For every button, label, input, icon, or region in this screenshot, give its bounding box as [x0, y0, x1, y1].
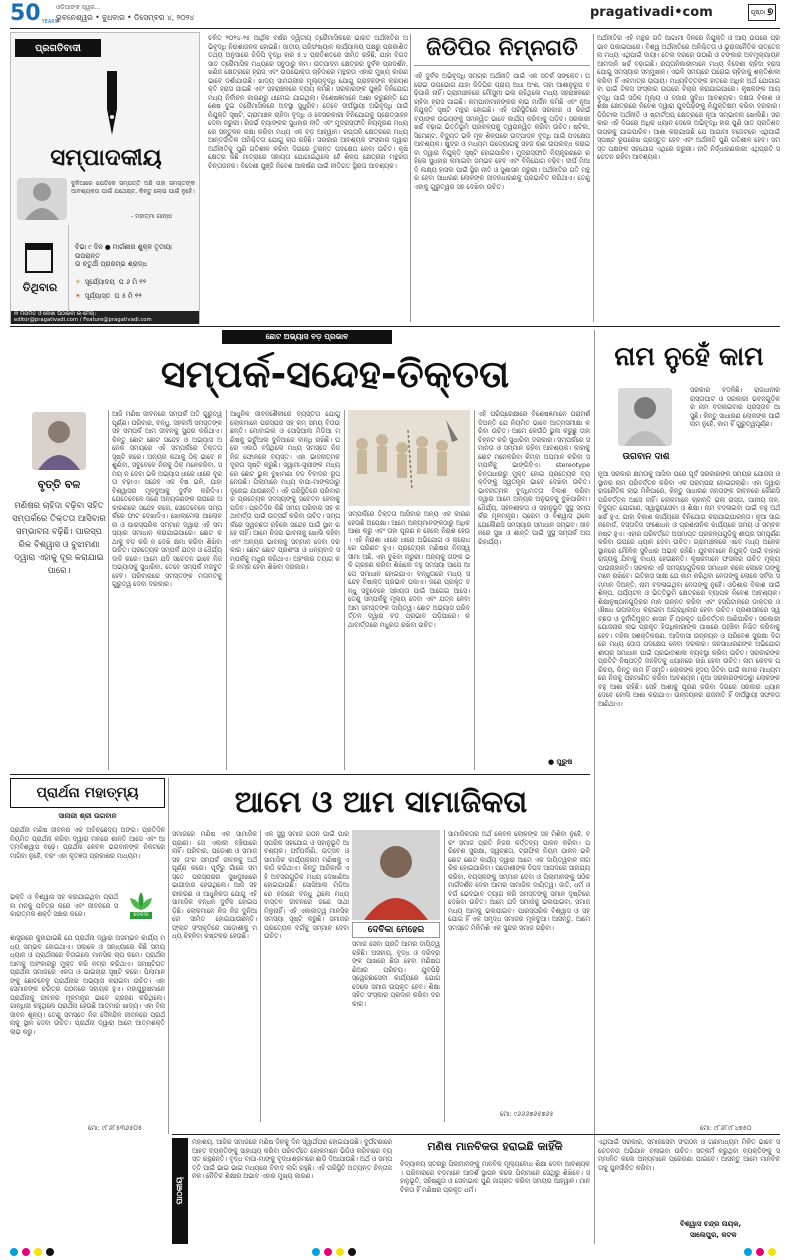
- registration-marks-left: [10, 1248, 54, 1256]
- section-rule: [10, 774, 590, 775]
- main-story-column-3: ସମ୍ପର୍କରେ ତିକ୍ତତା ଆସିବାର ଅନ୍ୟ ଏକ କାରଣ ହେଉଛି ଅପେକ୍ଷା। ଆମେ ଅନ୍ୟମାନଙ୍କଠାରୁ ଅଧିକ ଆଶା କରୁ ଏବଂ ତାହା ପୂରଣ ନ ହେଲେ ନିରାଶ ହେଉ। ଏହି ନିରାଶା ଧୀରେ ଧୀରେ ଅଭିଯୋଗ ଓ କ୍ରୋଧରେ ପରିଣତ ହୁଏ। ପ୍ରତ୍ୟେକ ମଣିଷର ନିଜସ୍ୱ ସୀମା ଅଛି, ଏହା ବୁଝିବା ଜରୁରୀ। ଅନ୍ୟକୁ ତାଙ୍କ ଭଳି ଗ୍ରହଣ କରିବା ଶିଖିଲେ ବହୁ ସମସ୍ୟା ଆପେ ଆପେ ସମାଧାନ ହୋଇଯାଏ। ବନ୍ଧୁତାରେ ମଧ୍ୟ ସନ୍ଦେହ ବିଷାକ୍ତ ପ୍ରଭାବ ପକାଏ। ଜଣେ ପ୍ରକୃତ ବନ୍ଧୁ ସବୁବେଳେ ସହାୟତା ପାଇଁ ଆଗେଇ ଆସେ। ତେଣୁ ସମ୍ପର୍କକୁ ମୂଲ୍ୟ ଦେବା ଏବଂ ଯତ୍ନ ନେବା ଆମ ସମସ୍ତଙ୍କ ଦାୟିତ୍ୱ। ଛୋଟ ଅଭ୍ୟାସ ପରିବର୍ତ୍ତନ ଦ୍ୱାରା ବଡ଼ ପ୍ରଭାବ ପଡ଼ିପାରେ। କଥାବାର୍ତ୍ତାରେ ମଧୁରତା ରଖିବା ଉଚିତ।: [348, 510, 470, 629]
- opinion-intro: ସରକାର ବଦଳିଛି। ରାଜଧାନୀର ରାସ୍ତାଘାଟ ଓ ସରକାରୀ ଭବନଗୁଡ଼ିକର ନାମ ବଦଳାଇବାର ପ୍ରସ୍ତାବ ଆସୁଛି। କିନ୍ତୁ ସାଧାରଣ ଲୋକଙ୍କ ପାଇଁ ନାମ ନୁହେଁ, କାମ ହିଁ ଗୁରୁତ୍ୱପୂର୍ଣ୍ଣ।: [690, 386, 780, 428]
- day-panel-left: [11, 225, 69, 311]
- editorial-column-3: ଅର୍ଥନୀତିର ଏହି ମନ୍ଥର ଗତି ଆଗାମୀ ଦିନରେ ନିଯୁକ୍ତି ଓ ଆୟ ଉପରେ ପ୍ରଭାବ ପକାଇପାରେ। ବିଶ୍ୱ ଅର୍ଥନୀତିରେ ଅନିଶ୍ଚିତତା ଓ ଭୂରାଜନୈତିକ ଉତ୍ତେଜନା ମଧ୍ୟ ଏଥିପାଇଁ ଦାୟୀ। ତେଲ ଦରରେ ଉଠାଣି ଓ ଟଙ୍କାର ଅବମୂଲ୍ୟାୟନ ଆମଦାନି ଖର୍ଚ୍ଚ ବଢ଼ାଇଛି। ରପ୍ତାନିକାରୀମାନେ ମଧ୍ୟ ବିଦେଶୀ ଚାହିଦା ହ୍ରାସ ଯୋଗୁ ସମସ୍ୟାର ସମ୍ମୁଖୀନ। ଏଭଳି ସମୟରେ ଘରୋଇ ଚାହିଦାକୁ ଶକ୍ତିଶାଳୀ କରିବା ହିଁ ଏକମାତ୍ର ଉପାୟ। ମଧ୍ୟବିତ୍ତଙ୍କ ହାତରେ ଅଧିକ ଅର୍ଥ ଯୋଗାଇବା ପାଇଁ ଟିକସ ସଂସ୍କାର ଉପରେ ବିଚାର କରାଯାଇପାରେ। କୃଷକଙ୍କ ଆୟ ବୃଦ୍ଧି ପାଇଁ ସଠିକ ମୂଲ୍ୟ ଓ ବଜାର ସୁବିଧା ଆବଶ୍ୟକ। ଦକ୍ଷତା ବିକାଶ ଓ ଶିକ୍ଷା କ୍ଷେତ୍ରରେ ନିବେଶ ଦ୍ୱାରା ଯୁବପିଢ଼ିଙ୍କୁ ନିଯୁକ୍ତିକ୍ଷମ କରିବା ଦରକାର। ଡିଜିଟାଲ ଅର୍ଥନୀତି ଓ ଷ୍ଟାର୍ଟଅପ୍ କ୍ଷେତ୍ରରେ ନୂଆ ସମ୍ଭାବନା ଖୋଲିଛି। ସରକାର ଏହି ଦିଗରେ ଅଧିକ ଧ୍ୟାନ ଦେଲେ ଅଭିବୃଦ୍ଧି ହାର ପୁଣି ସାତ ପ୍ରତିଶତ ଉପରକୁ ଯାଇପାରିବ। ଆଶା କରାଯାଉଛି ଯେ ଆଗାମୀ ବଜେଟରେ ଏଥିପାଇଁ ସ୍ପଷ୍ଟ ରୂପରେଖ ପ୍ରସ୍ତୁତ ହେବ ଏବଂ ଅର୍ଥନୀତି ପୁଣି ଗତିଶୀଳ ହେବ। ସମସ୍ତ ପକ୍ଷଙ୍କ ସହଯୋଗ ଏଥିରେ ଜରୁରୀ। ନୀତି ନିର୍ଦ୍ଧାରଣକାରୀ ଏଥିପ୍ରତି ସଚେତନ ରହିବା ଆବଶ୍ୟକ।: [597, 34, 780, 161]
- author-portrait-icon: [32, 412, 86, 470]
- section-rule: [10, 326, 780, 327]
- column-divider: [108, 410, 109, 770]
- letters-section-label: ପାଠକୀୟ: [175, 1177, 184, 1205]
- dateline: ଭୁବନେଶ୍ୱର • ବୁଧବାର • ଡିସେମ୍ବର ୪, ୨୦୨୪: [56, 13, 195, 22]
- editorial-sidebar: [10, 32, 200, 324]
- cyan-mark: [744, 1248, 752, 1256]
- sunset-label: ସୂର୍ଯ୍ୟାସ୍ତ: [84, 292, 111, 300]
- letters-column-3: ଏଥିପାଇଁ ସରକାର, ସମାଜସେବୀ ସଂଗଠନ ଓ ଗଣମାଧ୍ୟମ ମିଳିତ ଭାବେ ସଚେତନତା ଅଭିଯାନ ଚଳାଇବା ଉଚିତ। ସତ୍କର୍ମ କରୁଥିବା ବ୍ୟକ୍ତିଙ୍କୁ ସମ୍ମାନିତ କଲେ ଅନ୍ୟମାନେ ପ୍ରେରଣା ପାଇବେ। ଆସନ୍ତୁ ଆମେ ମାନବିକତାକୁ ପୁନର୍ଜୀବିତ କରିବା।: [598, 1138, 780, 1172]
- brand-banner: [15, 39, 101, 57]
- social-author-photo: [352, 830, 440, 920]
- pen-nib-icon: [101, 71, 123, 141]
- almanac-line-2: ଉ ଚତୁର୍ଥୀ ପ୍ରାରମ୍ଭ ଶ୍ରାଦ୍ଧ: [75, 260, 147, 268]
- masthead: [0, 0, 800, 26]
- letters-place: ସାଲେପୁର, କଟକ: [690, 1231, 737, 1239]
- black-mark: [46, 1248, 54, 1256]
- sunrise-time: ଘ ୬ ମି ୧୨: [118, 278, 146, 286]
- anniversary-label: YEARS: [41, 19, 58, 25]
- story-illustration: [348, 410, 470, 506]
- column-divider: [226, 410, 227, 770]
- column-divider: [410, 34, 411, 322]
- sunset-icon: ☀: [75, 292, 81, 300]
- cyan-mark: [312, 1248, 320, 1256]
- opinion-phone: ମୋ: ୯୮୬୮୯୮୪୭୫୦: [700, 1124, 752, 1132]
- registration-marks-right: [744, 1248, 776, 1256]
- column-divider: [260, 830, 261, 1122]
- black-mark: [348, 1248, 356, 1256]
- social-headline: ଆମେ ଓ ଆମ ସାମାଜିକତା: [234, 785, 528, 820]
- cyan-mark: [10, 1248, 18, 1256]
- quote-text: ଦୁନିଆରେ ଯେତିକେ ସମ୍ପତ୍ତି ଅଛି ତାହା ସମସ୍ତଙ୍କ ଆବଶ୍ୟକତା ପାଇଁ ଯଥେଷ୍ଟ, କିନ୍ତୁ ଲୋଭ ପାଇଁ ନୁହେଁ।: [71, 180, 195, 195]
- column-divider: [594, 330, 595, 1140]
- column-divider: [444, 830, 445, 1122]
- site-url[interactable]: pragativadi•com: [590, 5, 713, 20]
- section-rule: [172, 1134, 780, 1135]
- brand-name: ପ୍ରଗତିବାଦୀ: [35, 42, 81, 54]
- prayer-author: ସାନାରୀ ଶ୍ରୀ ଉଗବାନ: [58, 812, 117, 820]
- column-divider: [474, 410, 475, 770]
- yellow-mark: [34, 1248, 42, 1256]
- yellow-mark: [336, 1248, 344, 1256]
- author-name: ବୃତ୍ତି ବଳ: [37, 478, 81, 491]
- social-column-4: ସାମାଜିକତାର ଅର୍ଥ କେବଳ ଲୋକଙ୍କ ସହ ମିଶିବା ନୁହେଁ, ବରଂ ସମାଜ ପ୍ରତି ନିଜର କର୍ତ୍ତବ୍ୟ ପାଳନ କରିବା। ପରିବେଶ ସୁରକ୍ଷା, ସ୍ୱଚ୍ଛତା, ଟ୍ରାଫିକ ନିୟମ ପାଳନ ଭଳି ଛୋଟ ଛୋଟ କାର୍ଯ୍ୟ ଦ୍ୱାରା ଆମେ ଏକ ଦାୟିତ୍ୱବାନ ନାଗରିକ ହୋଇପାରିବା। ପଡ଼ୋଶୀଙ୍କ ବିପଦ ଆପଦରେ ସାହାଯ୍ୟ କରିବା, ବୟସ୍କଙ୍କୁ ସମ୍ମାନ ଦେବା ଓ ପିଲାମାନଙ୍କୁ ସଠିକ ମାର୍ଗଦର୍ଶନ ଦେବା ଆମର ସାମାଜିକ ଦାୟିତ୍ୱ। ଜାତି, ଧର୍ମ ଓ ବର୍ଗ ଭେଦଭାବ ତ୍ୟାଗ କରି ସମସ୍ତଙ୍କୁ ସମାନ ଦୃଷ୍ଟିରେ ଦେଖିବା ଉଚିତ। ଆମେ ଯଦି ସମାଜକୁ ଭଲପାଇବା, ସମାଜ ମଧ୍ୟ ଆମକୁ ଭଲପାଇବ। ପାରସ୍ପରିକ ବିଶ୍ୱାସ ଓ ସହଯୋଗ ହିଁ ଏକ ସମୃଦ୍ଧ ସମାଜର ମୂଳଦୁଆ। ଆସନ୍ତୁ, ଆମେ ସମସ୍ତେ ମିଳିମିଶି ଏକ ସୁନ୍ଦର ସମାଜ ଗଢ଼ିବା।: [448, 830, 590, 932]
- letters-headline: ମଣିଷ ମାନବିକତା ହରାଇଛି କାହିଁକି: [427, 1140, 563, 1153]
- prayer-text-3: ଶାସ୍ତ୍ରରେ କୁହାଯାଇଛି ଯେ ପ୍ରାର୍ଥନା ଦ୍ୱାରା ଅସମ୍ଭବ କାର୍ଯ୍ୟ ମଧ୍ୟ ସମ୍ଭବ ହୋଇଥାଏ। ସକାଳେ ଓ ସନ୍ଧ୍ୟାରେ କିଛି ସମୟ ଧ୍ୟାନ ଓ ପ୍ରାର୍ଥନାରେ ବିତାଇଲେ ମାନସିକ ଚାପ କମେ। ପ୍ରାର୍ଥନା ଆମକୁ ଅହଂକାରରୁ ମୁକ୍ତ କରି ନମ୍ର କରିଥାଏ। ସମଷ୍ଟିଗତ ପ୍ରାର୍ଥନା ସମାଜରେ ଏକତା ଓ ଭାଇଚାରା ସୃଷ୍ଟି କରେ। ପିଲାମାନଙ୍କୁ ଛୋଟବେଳୁ ପ୍ରାର୍ଥନାର ଅଭ୍ୟାସ କରାଇବା ଉଚିତ। ଏହା ସେମାନଙ୍କ ଚରିତ୍ର ଗଠନରେ ସହାୟକ ହୁଏ। ମହାପୁରୁଷମାନେ ପ୍ରାର୍ଥନାକୁ ଜୀବନର ମୂଳମନ୍ତ୍ର ଭାବେ ଗ୍ରହଣ କରିଥିଲେ। ଗାନ୍ଧିଜୀ କହୁଥିଲେ ପ୍ରାର୍ଥନା ହେଉଛି ଆତ୍ମାର ଖାଦ୍ୟ। ଏହା ବିନା ଜୀବନ ଶୂନ୍ୟ। ତେଣୁ ସମସ୍ତେ ନିଜ ଦୈନନ୍ଦିନ ଜୀବନରେ ପ୍ରାର୍ଥନାକୁ ସ୍ଥାନ ଦେବା ଉଚିତ। ପ୍ରାର୍ଥନା ଦ୍ୱାରା ଆମେ ଆତ୍ମଶକ୍ତି ଲାଭ କରୁ।: [10, 934, 165, 1036]
- sunrise-label: ସୂର୍ଯ୍ୟୋଦୟ: [84, 278, 115, 286]
- editorial-column-2: ଏହି ଦୁର୍ବଳ ଅଭିବୃଦ୍ଧି ସମଗ୍ର ଅର୍ଥନୀତି ପାଇଁ ଏକ ସତର୍କ ସଙ୍କେତ। ଘରୋଇ ଉପଭୋଗ ଯାହା ଜିଡିପିର ପ୍ରାୟ ଅଧା ଅଂଶ, ତାହା ଆଶାନୁରୂପ ବଢ଼ିପାରି ନାହିଁ। ଗ୍ରାମାଞ୍ଚଳରେ ମୌସୁମୀ ଭଲ ରହିଥିଲେ ମଧ୍ୟ ସହରାଞ୍ଚଳରେ ଚାହିଦା ହ୍ରାସ ପାଇଛି। କମ୍ପାନୀମାନଙ୍କର ଲାଭ ମାର୍ଜିନ କମିଛି ଏବଂ ନୂଆ ନିଯୁକ୍ତି ସୃଷ୍ଟି ମନ୍ଥର ହୋଇଛି। ଏହି ପରିସ୍ଥିତିରେ ସରକାର ଓ ରିଜର୍ଭ ବ୍ୟାଙ୍କ ଉଭୟଙ୍କୁ ସମନ୍ୱିତ ଭାବେ କାର୍ଯ୍ୟ କରିବାକୁ ପଡ଼ିବ। ସରକାରୀ ଖର୍ଚ୍ଚ ବଢ଼ାଇ ଭିତ୍ତିଭୂମି ପ୍ରକଳ୍ପକୁ ତ୍ୱରାନ୍ୱିତ କରିବା ଉଚିତ। ଷ୍ଟିଲ, ସିମେଣ୍ଟ, ବିଦ୍ୟୁତ ଭଳି ମୂଳ ଶିଳ୍ପରେ ଉତ୍ପାଦନ ବୃଦ୍ଧି ପାଇଁ ପଦକ୍ଷେପ ଆବଶ୍ୟକ। କ୍ଷୁଦ୍ର ଓ ମଧ୍ୟମ ଉଦ୍ୟୋଗକୁ ସହଜ ଋଣ ଉପଲବ୍ଧ କରାଇବା ଦ୍ୱାରା ନିଯୁକ୍ତି ସୃଷ୍ଟି ହୋଇପାରିବ। ମୁଦ୍ରାସ୍ଫୀତି ନିୟନ୍ତ୍ରଣରେ ରହିଲେ ସୁଧହାର କମାଇବା ସମ୍ଭବ ହେବ ଏବଂ ବିନିଯୋଗ ବଢ଼ିବ। ଦୀର୍ଘ ମିଆଦି ଲକ୍ଷ୍ୟ ହାସଲ ପାଇଁ ସ୍ଥିର ନୀତି ଓ ସୁଶାସନ ଜରୁରୀ। ଅର୍ଥନୀତିର ଗତି ମନ୍ଥର ହେବା ସାଧାରଣ ଲୋକଙ୍କ ଜୀବନଧାରଣକୁ ପ୍ରଭାବିତ କରିଥାଏ। ତେଣୁ ଏହାକୁ ଗୁରୁତ୍ୱର ସହ ଦେଖିବା ଉଚିତ।: [414, 72, 590, 191]
- pull-quote: ମଣିଷର ଚାହିଦା ବଢ଼ିବା ସହିତ ସମ୍ପର୍କରେ ତିକ୍ତତା ଆସିବାର ସମ୍ଭାବନା ବଢ଼ିଛି। ପାରସ୍ପରିକ ବିଶ୍ୱାସ ଓ ବୁଝାମଣା ଦ୍ୱାରା ଏହାକୁ ଦୂର କରାଯାଇପାରେ।: [12, 501, 106, 576]
- anniversary-number: 50: [10, 1, 41, 26]
- social-column-3: ସମାଜ ସେବା ପ୍ରତି ଆମର ଦାୟିତ୍ୱ ରହିଛି। ଅସହାୟ, ବୃଦ୍ଧ ଓ ଦରିଦ୍ରଙ୍କ ପାଖରେ ଛିଡ଼ା ହେବା ମଣିଷପଣିଆର ପରିଚୟ। ଯୁବପିଢ଼ି ସ୍ୱେଚ୍ଛାସେବୀ କାର୍ଯ୍ୟରେ ଯୋଗଦେଲେ ସମାଜ ଉପକୃତ ହେବ। ଶିକ୍ଷା ସହିତ ସଂସ୍କାର ପ୍ରଦାନ କରିବା ଦରକାର।: [352, 940, 440, 1008]
- social-column-2: ଏକ ସୁସ୍ଥ ସମାଜ ଗଠନ ପାଇଁ ପାରସ୍ପରିକ ସହଯୋଗ ଓ ସହାନୁଭୂତି ଆବଶ୍ୟକ। ପର୍ବପର୍ବାଣି, ଉତ୍ସବ ଓ ସାମାଜିକ କାର୍ଯ୍ୟକ୍ରମ ମଣିଷକୁ ଏକାଠି କରିଥାଏ। କିନ୍ତୁ ଆଜିକାଲି ଏହି ଅବସରଗୁଡ଼ିକ ମଧ୍ୟ ଦେଖାଣିଆ ହୋଇଯାଉଛି। ସୋସିଆଲ ମିଡିଆରେ ହଜାରେ ବନ୍ଧୁ ଥିଲେ ମଧ୍ୟ ବାସ୍ତବ ଜୀବନରେ ଜଣେ ସାଥୀ ମିଳୁନାହିଁ। ଏହି ଏକାକୀତ୍ୱ ମାନସିକ ସମସ୍ୟା ସୃଷ୍ଟି କରୁଛି। ସମାଜର ପ୍ରତ୍ୟେକ ବର୍ଗକୁ ସମ୍ମାନ ଦେବା ଉଚିତ।: [264, 830, 349, 940]
- sunrise-icon: ☀: [75, 278, 81, 286]
- page-label: ପୃଷ୍ଠା: [750, 8, 766, 16]
- author-portrait-icon: [352, 830, 440, 920]
- main-story-column-2: ଆଧୁନିକ ଜୀବନଶୈଳୀରେ ବ୍ୟସ୍ତତା ଯୋଗୁ ଲୋକମାନେ ପରସ୍ପର ସହ କମ୍ ସମୟ ବିତାଉଛନ୍ତି। ମୋବାଇଲ ଓ ସୋସିଆଲ ମିଡିଆ ମଣିଷକୁ ଭର୍ଚୁଆଲ ଦୁନିଆରେ ବାନ୍ଧି ରଖିଛି। ଘରେ ଏକାଠି ବସିଥିଲେ ମଧ୍ୟ ସମସ୍ତେ ନିଜ ନିଜ ଫୋନରେ ବ୍ୟସ୍ତ। ଏହା ଭାବନାତ୍ମକ ଦୂରତା ସୃଷ୍ଟି କରୁଛି। ସ୍ୱାମୀ-ସ୍ତ୍ରୀଙ୍କ ମଧ୍ୟରେ ଛୋଟ ଭୁଲ ବୁଝାମଣା ବଡ଼ ବିବାଦର ରୂପ ନେଉଛି। ପିଲାମାନେ ମଧ୍ୟ ବାପା-ମାଙ୍କଠାରୁ ଦୂରେଇ ଯାଉଛନ୍ତି। ଏହି ପରିସ୍ଥିତିରେ ପରିବାରର ପ୍ରତ୍ୟେକ ସଦସ୍ୟଙ୍କୁ ସଚେତନ ହେବାକୁ ପଡ଼ିବ। ପ୍ରତିଦିନ କିଛି ସମୟ ପରିବାର ସହ କଥାବାର୍ତ୍ତା ପାଇଁ ଉତ୍ସର୍ଗ କରିବା ଉଚିତ। ସମ୍ପର୍କରେ ସ୍ୱଚ୍ଛତା ରହିଲେ ସନ୍ଦେହ ପାଇଁ ସ୍ଥାନ ରହେ ନାହିଁ। ଆମେ ନିଜର ଭାବନାକୁ ଖୋଲି କହିବା ଏବଂ ଅନ୍ୟର ଭାବନାକୁ ସମ୍ମାନ ଦେବା ଦରକାର। ଛୋଟ ଛୋଟ ପ୍ରଶଂସା ଓ ଧନ୍ୟବାଦ ସମ୍ପର୍କକୁ ମଧୁର କରିଥାଏ। ଅହଂକାର ତ୍ୟାଗ କରି ନମ୍ର ହେବା ଶିଖିବା ଦରକାର।: [230, 410, 340, 571]
- magenta-mark: [324, 1248, 332, 1256]
- contact-label: ମତାମତ ଓ ଲେଖା ପଠାଇବା ଇ-ମେଲ୍:: [20, 311, 97, 317]
- column-divider: [593, 34, 594, 322]
- sunset-row: [75, 292, 142, 301]
- opinion-author-photo: [618, 388, 672, 446]
- social-phone: ମୋ: ୯୬୬୬୭୬୫୭୬୫: [500, 1110, 554, 1118]
- section-title: ସମ୍ପାଦକୀୟ: [50, 145, 162, 171]
- main-story-signoff: ● ପୁରୁଷ: [548, 758, 573, 766]
- page-number: ୭: [767, 7, 774, 18]
- author-portrait-icon: [618, 388, 672, 446]
- calendar-icon: [25, 243, 53, 273]
- prayer-text-2: ଭକ୍ତି ଓ ବିଶ୍ୱାସ ସହ କରାଯାଇଥିବା ପ୍ରାର୍ଥନା ମନକୁ ପବିତ୍ର କରେ ଏବଂ ଜୀବନରେ ସକାରାତ୍ମକ ଶକ୍ତି ସଞ୍ଚାର କରେ।: [10, 893, 118, 918]
- author-photo: [32, 412, 86, 470]
- opinion-column: ନୂଆ ସରକାର କ୍ଷମତାକୁ ଆସିବା ପରେ ପୂର୍ବ ସରକାରଙ୍କ ସମୟର ଯୋଜନା ଓ ସ୍ଥାନର ନାମ ପରିବର୍ତ୍ତନ କରିବା ଏକ ପରମ୍ପରା ହୋଇଗଲାଣି। ଏହା ଦ୍ୱାରା ରାଜନୈତିକ ଲାଭ ମିଳିପାରେ, କିନ୍ତୁ ସାଧାରଣ ଜନତାଙ୍କ ଜୀବନରେ କୌଣସି ପରିବର୍ତ୍ତନ ଆସେ ନାହିଁ। ଲୋକମାନେ ଚାହାନ୍ତି ଭଲ ରାସ୍ତା, ପାନୀୟ ଜଳ, ବିଦ୍ୟୁତ ଯୋଗାଣ, ସ୍ୱାସ୍ଥ୍ୟସେବା ଓ ଶିକ୍ଷା। ନାମ ବଦଳାଇବା ପାଇଁ ବହୁ ଅର୍ଥ ଖର୍ଚ୍ଚ ହୁଏ, ଯାହା ବିକାଶ କାର୍ଯ୍ୟରେ ବିନିଯୋଗ କରାଯାଇପାରନ୍ତା। ନୂଆ ସାଇନବୋର୍ଡ, ଦସ୍ତାବିଜ ସଂଶୋଧନ ଓ ପ୍ରଶାସନିକ କାର୍ଯ୍ୟରେ ସମୟ ଓ ସମ୍ବଳ ନଷ୍ଟ ହୁଏ। ଏହାର ପରିବର୍ତ୍ତେ ଅସମାପ୍ତ ପ୍ରକଳ୍ପଗୁଡ଼ିକୁ ଶୀଘ୍ର ସମ୍ପୂର୍ଣ୍ଣ କରିବା ଉପରେ ଧ୍ୟାନ ଦେବା ଉଚିତ। ଗ୍ରାମାଞ୍ଚଳରେ ଏବେ ମଧ୍ୟ ଅନେକ ସ୍ଥାନରେ ମୌଳିକ ସୁବିଧାର ଅଭାବ ରହିଛି। ଯୁବକମାନେ ନିଯୁକ୍ତି ପାଇଁ ବାହାର ରାଜ୍ୟକୁ ଯିବାକୁ ବାଧ୍ୟ ହେଉଛନ୍ତି। କୃଷକମାନେ ଫସଲର ଉଚିତ ମୂଲ୍ୟ ପାଉନାହାନ୍ତି। ସରକାର ଏହି ସମସ୍ୟାଗୁଡ଼ିକର ସମାଧାନ କଲେ ଲୋକେ ତାଙ୍କୁ ମନେ ରଖିବେ। ଇତିହାସ ସାକ୍ଷୀ ଯେ କାମ କରିଥିବା ନେତାଙ୍କୁ ଲୋକେ ସର୍ବଦା ସମ୍ମାନ ଦିଅନ୍ତି, ନାମ ବଦଳାଇଥିବା ନେତାଙ୍କୁ ନୁହେଁ। ଓଡ଼ିଶାର ବିକାଶ ପାଇଁ ଶିଳ୍ପ, ପର୍ଯ୍ୟଟନ ଓ ଭିତ୍ତିଭୂମି କ୍ଷେତ୍ରରେ ବ୍ୟାପକ ନିବେଶ ଆବଶ୍ୟକ। ଶିକ୍ଷାନୁଷ୍ଠାନଗୁଡ଼ିକର ମାନ ଉନ୍ନତ କରିବା ଏବଂ ହସ୍ପିଟାଳରେ ଡାକ୍ତର ଓ ଔଷଧ ଉପଲବ୍ଧ କରାଇବା ଅଗ୍ରାଧିକାର ହେବା ଉଚିତ। ପ୍ରଶାସନରେ ସ୍ୱଚ୍ଛତା ଓ ଦୁର୍ନୀତିମୁକ୍ତ ଶାସନ ହିଁ ପ୍ରକୃତ ପରିବର୍ତ୍ତନ ଆଣିପାରିବ। ସରକାରୀ ଯୋଜନାର ଲାଭ ପ୍ରକୃତ ହିତାଧିକାରୀଙ୍କ ପାଖରେ ପହଞ୍ଚିବା ନିଶ୍ଚିତ କରିବାକୁ ହେବ। ମହିଳା ସଶକ୍ତିକରଣ, ଆଦିବାସୀ ଉନ୍ନୟନ ଓ ପରିବେଶ ସୁରକ୍ଷା ଦିଗରେ ମଧ୍ୟ ଠୋସ ପଦକ୍ଷେପ ନେବା ଦରକାର। ଜନସାଧାରଣଙ୍କ ଅଭିଯୋଗ ଶୀଘ୍ର ସମାଧାନ ପାଇଁ ପ୍ରଭାବଶାଳୀ ବ୍ୟବସ୍ଥା କରିବା ଉଚିତ। ସରକାରଙ୍କ ପ୍ରତିଟି ନିଷ୍ପତ୍ତି ଜନହିତକୁ ଧ୍ୟାନରେ ରଖି ହେବା ଉଚିତ। ନାମ କେବଳ ପରିଚୟ, କିନ୍ତୁ କାମ ହିଁ ସ୍ମୃତି। ଲୋକଙ୍କ ହୃଦୟ ଜିତିବା ପାଇଁ କାମର ମାଧ୍ୟମରେ ନିଜକୁ ପ୍ରମାଣିତ କରିବା ଆବଶ୍ୟକ। ନୂଆ ସରକାରଙ୍କଠାରୁ ଲୋକଙ୍କ ବହୁ ଆଶା ରହିଛି। ସେହି ଆଶାକୁ ପୂରଣ କରିବା ଦିଗରେ ସରକାର ଧ୍ୟାନ ଦେବେ ବୋଲି ଆଶା କରାଯାଏ। ଉନ୍ନୟନର ରାଜନୀତି ହିଁ ଦୀର୍ଘସ୍ଥାୟୀ ସଫଳତା ଆଣିଥାଏ।: [598, 470, 780, 708]
- column-divider: [594, 1138, 595, 1244]
- mail-icon: ✉: [14, 311, 19, 317]
- column-divider: [344, 410, 345, 770]
- letters-byline: ବିଶ୍ୱାସ ଚନ୍ଦ୍ର ନାୟକ,: [680, 1220, 742, 1228]
- yellow-mark: [768, 1248, 776, 1256]
- editorial-column-1: ଚଳିତ ୨୦୨୪-୨୫ ଆର୍ଥିକ ବର୍ଷର ଦ୍ୱିତୀୟ ତ୍ରୈମାସିକରେ ଭାରତ ଅର୍ଥନୀତିର ଅଭିବୃଦ୍ଧି ନିରାଶାଜନକ ହୋଇଛି। ଜାତୀୟ ପରିସଂଖ୍ୟାନ କାର୍ଯ୍ୟାଳୟ ପକ୍ଷରୁ ପ୍ରକାଶିତ ତଥ୍ୟ ଅନୁସାରେ ଜିଡିପି ବୃଦ୍ଧି ହାର ୫.୪ ପ୍ରତିଶତରେ ସୀମିତ ରହିଛି, ଯାହା ବିଗତ ସାତ ତ୍ରୈମାସିକ ମଧ୍ୟରେ ସବୁଠାରୁ କମ। ଉତ୍ପାଦନ କ୍ଷେତ୍ରର ଦୁର୍ବଳ ପ୍ରଦର୍ଶନ, ଖଣିଜ କ୍ଷେତ୍ରରେ ହ୍ରାସ ଏବଂ ଉପଭୋକ୍ତା ଚାହିଦାରେ ମନ୍ଥରତା ଏହାର ମୁଖ୍ୟ କାରଣ ଭାବେ ଦର୍ଶାଯାଉଛି। ଖାଦ୍ୟ ସାମଗ୍ରୀର ମୂଲ୍ୟବୃଦ୍ଧି ଯୋଗୁ ଗ୍ରାହକଙ୍କ କ୍ରୟଶକ୍ତି ହ୍ରାସ ପାଇଛି ଏବଂ ସହରାଞ୍ଚଳରେ ବ୍ୟୟ କମିଛି। ସରକାରଙ୍କ ପୁଞ୍ଜି ବିନିଯୋଗ ମଧ୍ୟ ନିର୍ବାଚନ କାରଣରୁ ଧୀମେଇ ଯାଇଥିଲା। ବିଶେଷଜ୍ଞମାନେ ଆଶା କରୁଛନ୍ତି ଯେ ଶେଷ ଦୁଇ ତ୍ରୈମାସିକରେ ଅବସ୍ଥା ସୁଧୁରିବ। ତେବେ ଦୀର୍ଘସ୍ଥାୟୀ ଅଭିବୃଦ୍ଧି ପାଇଁ ନିଯୁକ୍ତି ସୃଷ୍ଟି, ଗ୍ରାମାଞ୍ଚଳ ଚାହିଦା ବୃଦ୍ଧି ଓ ବେସରକାରୀ ବିନିଯୋଗକୁ ପ୍ରୋତ୍ସାହନ ଦେବା ଜରୁରୀ। ରିଜର୍ଭ ବ୍ୟାଙ୍କର ସୁଧହାର ନୀତି ଏବଂ ମୁଦ୍ରାସ୍ଫୀତି ନିୟନ୍ତ୍ରଣ ମଧ୍ୟରେ ସନ୍ତୁଳନ ରକ୍ଷା କରିବା ମଧ୍ୟ ଏକ ବଡ଼ ଆହ୍ୱାନ। ରପ୍ତାନି କ୍ଷେତ୍ରରେ ମଧ୍ୟ ଆନ୍ତର୍ଜାତିକ ଅନିଶ୍ଚିତତା ଯୋଗୁ ଚାପ ରହିଛି। ସରକାର ଆବଶ୍ୟକ ସଂସ୍କାର ଦ୍ୱାରା ଅର୍ଥନୀତିକୁ ପୁଣି ଗତିଶୀଳ କରିବା ଦିଗରେ ତୁରନ୍ତ ପଦକ୍ଷେପ ନେବା ଉଚିତ। କୃଷି କ୍ଷେତ୍ର କିଛି ମାତ୍ରାରେ ସହାୟତା ଯୋଗାଇଥିଲେ ହେଁ ଶିଳ୍ପ କ୍ଷେତ୍ରର ମନ୍ଥରତା ଚିନ୍ତାଜନକ। ବିଦେଶୀ ପୁଞ୍ଜି ନିବେଶ ଆକର୍ଷଣ ପାଇଁ ନୀତିଗତ ସ୍ଥିରତା ଆବଶ୍ୟକ।: [208, 34, 408, 170]
- sunrise-row: [75, 278, 146, 287]
- magenta-mark: [756, 1248, 764, 1256]
- logo-text: ଦେବଦା: [130, 912, 151, 919]
- prayer-headline-box: [10, 778, 165, 808]
- letters-column-2: ବିଦ୍ୟାଳୟ ସ୍ତରରୁ ପିଲାମାନଙ୍କୁ ମାନବିକ ମୂଲ୍ୟବୋଧ ଶିକ୍ଷା ଦେବା ଆବଶ୍ୟକ। ପରିବାରରେ ବଡ଼ମାନେ ଆଦର୍ଶ ସ୍ଥାପନ କଲେ ପିଲାମାନେ ସେଥିରୁ ଶିଖିବେ। ସହାନୁଭୂତି, ସହିଷ୍ଣୁତା ଓ ସେବାଭାବ ପୁଣି ଜାଗ୍ରତ କରିବା ସମୟର ଆହ୍ୱାନ। ମାନବିକତା ହିଁ ମଣିଷର ପ୍ରକୃତ ଧର୍ମ।: [400, 1160, 590, 1194]
- letters-section-tab: [172, 1138, 188, 1244]
- column-divider: [168, 778, 169, 1134]
- opinion-author-name: ଉଗବାନ ଦାଶ: [622, 452, 670, 462]
- opinion-headline: ନାମ ନୁହେଁ କାମ: [614, 342, 764, 372]
- magenta-mark: [22, 1248, 30, 1256]
- lotus-icon: [126, 890, 156, 912]
- paper-chain-figures-icon: [348, 410, 470, 506]
- main-story-column-1: ଆଜି ମଣିଷ ଜୀବନରେ ସମ୍ପର୍କ ଅତି ଗୁରୁତ୍ୱପୂର୍ଣ୍ଣ। ପରିବାର, ବନ୍ଧୁ, ସହକର୍ମୀ ସମସ୍ତଙ୍କ ସହ ସମ୍ପର୍କ ଆମ ଜୀବନକୁ ସୁନ୍ଦର କରିଥାଏ। କିନ୍ତୁ ଛୋଟ ଛୋଟ ସନ୍ଦେହ ଓ ଅଭ୍ୟାସ ଅନେକ ସମୟରେ ଏହି ସମ୍ପର୍କରେ ତିକ୍ତତା ସୃଷ୍ଟି କରେ। ଅନ୍ୟର କଥାକୁ ଠିକ୍ ଭାବେ ନ ଶୁଣିବା, ସବୁବେଳେ ନିଜକୁ ଠିକ୍ ମନେକରିବା, ସମୟ ନ ଦେବା ଭଳି ଅଭ୍ୟାସ ଧୀରେ ଧୀରେ ଦୂରତା ବଢ଼ାଏ। ସନ୍ଦେହ ଏକ ବିଷ ଭଳି, ଯାହା ବିଶ୍ୱାସର ମୂଳଦୁଆକୁ ଦୁର୍ବଳ କରିଦିଏ। ଯେତେବେଳେ ଜଣେ ଅନ୍ୟଜଣଙ୍କ ଉପରେ ଅକାରଣରେ ସନ୍ଦେହ କରେ, ସେତେବେଳେ ସମ୍ପର୍କରେ ଫାଟ ଦେଖାଦିଏ। ଖୋଲାମେଲା ଆଲୋଚନା ଓ ପାରସ୍ପରିକ ସମ୍ମାନ ଦ୍ୱାରା ଏହି ସମସ୍ୟାର ସମାଧାନ କରାଯାଇପାରେ। ଛୋଟ କଥାକୁ ବଡ଼ କରି ନ ଦେଖି କ୍ଷମା କରିବା ଶିଖିବା ଉଚିତ। ପ୍ରତ୍ୟେକ ସମ୍ପର୍କ ଯତ୍ନ ଓ ଧୈର୍ଯ୍ୟ ଦାବି କରେ। ଆମେ ଯଦି ସଚେତନ ଭାବେ ନିଜ ଅଭ୍ୟାସକୁ ସୁଧାରିବା, ତେବେ ସମ୍ପର୍କ ମଜବୁତ ହେବ। ପରିବାରରେ ସମସ୍ତଙ୍କ ମତାମତକୁ ଗୁରୁତ୍ୱ ଦେବା ଦରକାର।: [112, 410, 222, 588]
- kicker-text: ଛୋଟ ଅଭ୍ୟାସ ବଡ଼ ପ୍ରଭାବ: [265, 332, 349, 341]
- quote-author: - ମହାତ୍ମା ଗାନ୍ଧୀ: [131, 213, 172, 220]
- prayer-headline: ପ୍ରାର୍ଥନା ମହାତ୍ମ୍ୟ: [36, 785, 139, 801]
- page-number-box: [748, 4, 776, 21]
- editorial-headline: ଜିଡିପିର ନିମ୍ନଗତି: [414, 36, 590, 66]
- masthead-tagline: ଓଡ଼ିଆଙ୍କ ସ୍ୱର...: [56, 4, 101, 11]
- contact-bar: [11, 311, 199, 324]
- almanac-line-1: ବିଭା ୯ ଦିନ ● ମାର୍ଗଶୀର ଶୁକ୍ଳ ତୃତୀୟା ଉପରାନ୍ତ: [75, 243, 173, 260]
- portrait-icon: [17, 178, 67, 220]
- social-column-1: ସମାଜରେ ମଣିଷ ଏକ ସାମାଜିକ ପ୍ରାଣୀ। ସେ ଏକାକୀ ବଞ୍ଚିପାରେ ନାହିଁ। ପରିବାର, ପଡ଼ୋଶୀ ଓ ସମାଜ ସହ ତା'ର ସମ୍ପର୍କ ଜୀବନକୁ ଅର୍ଥପୂର୍ଣ୍ଣ କରେ। ପୂର୍ବରୁ ଗାଁରେ ସମସ୍ତେ ପରସ୍ପରର ସୁଖଦୁଃଖରେ ଭାଗୀଦାର ହେଉଥିଲେ। ଆଜି ସହରୀକରଣ ଓ ଆଧୁନିକତା ଯୋଗୁ ଏହି ସାମାଜିକ ବନ୍ଧନ ଦୁର୍ବଳ ହୋଇପଡ଼ିଛି। ଲୋକମାନେ ନିଜ ନିଜ ଦୁନିଆରେ ସୀମିତ ହୋଇଯାଉଛନ୍ତି। ଫ୍ଲାଟ ସଂସ୍କୃତିରେ ପଡ଼ୋଶୀକୁ ମଧ୍ୟ ଚିହ୍ନିବା କଷ୍ଟକର ହେଉଛି।: [172, 830, 257, 940]
- sunset-time: ଘ ୫ ମି ୧୨: [114, 292, 142, 300]
- prayer-text-1: ପ୍ରାର୍ଥନା ମଣିଷ ଜୀବନର ଏକ ଅବିଚ୍ଛେଦ୍ୟ ଅଙ୍ଗ। ପ୍ରତିଦିନ ନିୟମିତ ପ୍ରାର୍ଥନା କରିବା ଦ୍ୱାରା ମନରେ ଶାନ୍ତି ଆସେ ଏବଂ ଆତ୍ମବିଶ୍ୱାସ ବଢ଼େ। ପ୍ରାର୍ଥନା କେବଳ ଭଗବାନଙ୍କ ନିକଟରେ ମାଗିବା ନୁହେଁ, ବରଂ ଏହା କୃତଜ୍ଞତା ପ୍ରକାଶର ମାଧ୍ୟମ।: [10, 826, 165, 860]
- masthead-rule: [10, 28, 780, 29]
- prayer-logo: [120, 890, 162, 928]
- contact-email[interactable]: editor@pragativadi.com / Feature@pragativadi.com: [14, 316, 152, 323]
- gandhi-portrait: [17, 178, 67, 220]
- main-story-kicker: [222, 330, 392, 344]
- main-story-column-4: ଏହି ପରିପ୍ରେକ୍ଷୀରେ ବିଶେଷଜ୍ଞମାନେ ପରାମର୍ଶ ଦିଅନ୍ତି ଯେ ନିୟମିତ ଭାବେ ଆତ୍ମସମୀକ୍ଷା କରିବା ଉଚିତ। ଆମେ କେଉଁଠି ଭୁଲ କରୁଛୁ ତାହା ଚିହ୍ନଟ କରି ସୁଧାରିବା ଦରକାର। ସମ୍ପର୍କରେ ସମାନତା ଓ ସମ୍ମାନ ରହିବା ଆବଶ୍ୟକ। କାହାକୁ ଛୋଟ ମନେକରିବା କିମ୍ବା ଅପମାନ କରିବା ସମ୍ପର୍କକୁ ଭାଙ୍ଗିଦିଏ। stereotype ଚିନ୍ତାଧାରାରୁ ମୁକ୍ତ ହୋଇ ପ୍ରତ୍ୟେକ ବ୍ୟକ୍ତିଙ୍କୁ ସ୍ୱତନ୍ତ୍ର ଭାବେ ଦେଖିବା ଉଚିତ। ଭାବନାତ୍ମକ ବୁଦ୍ଧିମତ୍ତା ବିକାଶ କରିବା ଦ୍ୱାରା ଆମେ ଅନ୍ୟର ଅନୁଭବକୁ ବୁଝିପାରିବା। ଧୈର୍ଯ୍ୟ, ସହନଶୀଳତା ଓ ସହାନୁଭୂତି ସୁସ୍ଥ ସମ୍ପର୍କର ମୂଳମନ୍ତ୍ର। ପ୍ରେମ ଓ ବିଶ୍ୱାସ ଥିଲେ ଯେକୌଣସି ସମସ୍ୟାର ସମାଧାନ ସମ୍ଭବ। ଜୀବନରେ ସୁଖ ଓ ଶାନ୍ତି ପାଇଁ ସୁସ୍ଥ ସମ୍ପର୍କ ଅପରିହାର୍ଯ୍ୟ।: [478, 410, 590, 546]
- prayer-phone: ମୋ: ୯୮୬୮୫୩୬୫୦୫: [88, 1124, 143, 1132]
- day-label: ତିଥିବାର: [22, 281, 58, 294]
- registration-marks-center: [312, 1248, 356, 1256]
- main-story-headline: ସମ୍ପର୍କ-ସନ୍ଦେହ-ତିକ୍ତତା: [160, 352, 510, 396]
- social-author-name: ଦେବିକା ମେହେର: [352, 922, 440, 938]
- letters-column-1: ମହାଶୟ, ଆଜିର ସମାଜରେ ମଣିଷ ଦିନକୁ ଦିନ ସ୍ୱାର୍ଥପର ହୋଇଯାଉଛି। ଦୁର୍ଘଟଣାରେ ଆହତ ବ୍ୟକ୍ତିଙ୍କୁ ସାହାଯ୍ୟ କରିବା ପରିବର୍ତ୍ତେ ଲୋକମାନେ ଭିଡିଓ କରିବାରେ ବ୍ୟସ୍ତ ରହୁଛନ୍ତି। ବୃଦ୍ଧ ବାପା-ମାଙ୍କୁ ବୃଦ୍ଧାଶ୍ରମରେ ଛାଡ଼ି ଦିଆଯାଉଛି। ଅର୍ଥ ଓ ସମ୍ପତ୍ତି ପାଇଁ ଭାଇ ଭାଇ ମଧ୍ୟରେ ବିବାଦ ଲାଗି ରହୁଛି। ଏହି ପରିସ୍ଥିତି ଅତ୍ୟନ୍ତ ଚିନ୍ତାଜନକ। ନୈତିକ ଶିକ୍ଷାର ଅଭାବ ଏହାର ମୁଖ୍ୟ କାରଣ।: [192, 1138, 392, 1180]
